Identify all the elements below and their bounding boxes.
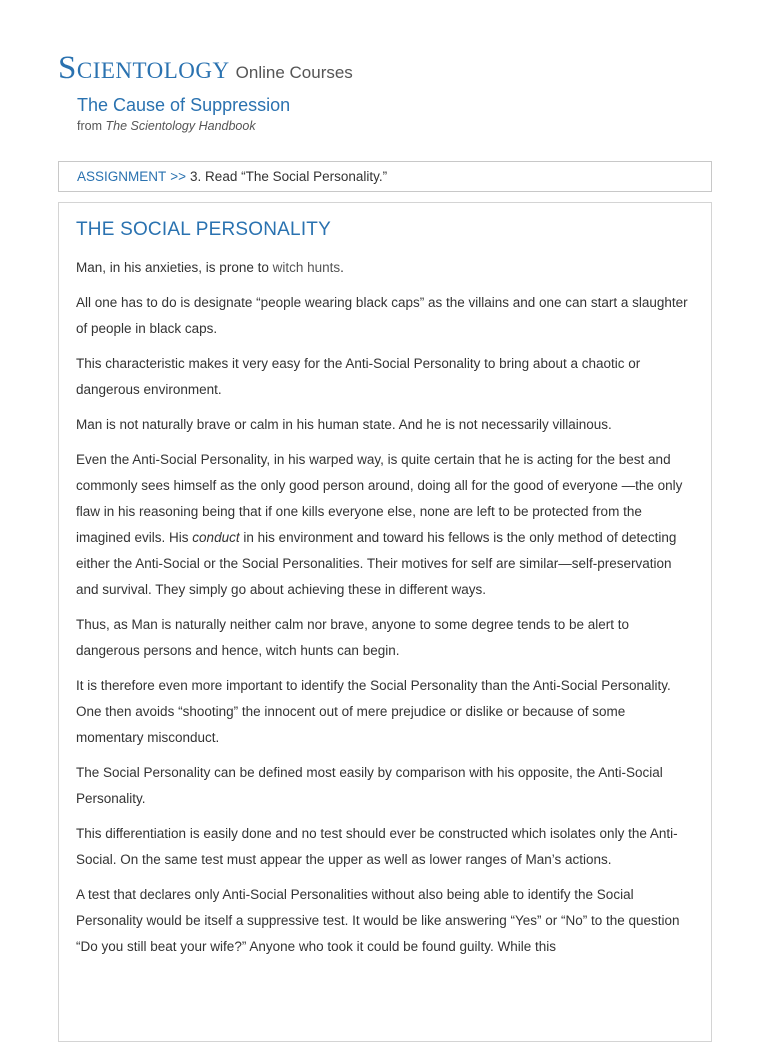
assignment-text: 3. Read “The Social Personality.”	[190, 169, 388, 184]
assignment-bar	[58, 161, 712, 192]
paragraph-5	[76, 447, 693, 603]
paragraph-1	[76, 255, 693, 281]
paragraph-6: Thus, as Man is naturally neither calm nor brave, anyone to some degree tends to be alert to dangerous persons and hence, witch hunts can begin.	[76, 617, 630, 658]
witch-hunts-link[interactable]: witch hunts	[272, 260, 341, 275]
source-prefix: from	[77, 119, 106, 133]
scientology-logo[interactable]	[58, 52, 353, 85]
course-source	[77, 119, 256, 133]
course-title: The Cause of Suppression	[77, 95, 291, 115]
paragraph-2: All one has to do is designate “people wearing black caps” as the villains and one can start a slaughter of people in black caps.	[76, 295, 688, 336]
source-book: The Scientology Handbook	[105, 119, 256, 133]
paragraph-3: This characteristic makes it very easy for the Anti-Social Personality to bring about a chaotic or dangerous environment.	[76, 356, 641, 397]
paragraph-5-rest: in his environment and toward his fellows is the only method of detecting either the Anti-Social or the Social Personalities. Their motives for self are similar—self-preservation and survival. They simply go about achieving these in different ways.	[76, 530, 677, 597]
paragraph-8: The Social Personality can be defined most easily by comparison with his opposite, the Anti-Social Personality.	[76, 765, 663, 806]
article-title: THE SOCIAL PERSONALITY	[76, 219, 331, 240]
assignment-arrows: >>	[170, 169, 187, 184]
paragraph-1-text: Man, in his anxieties, is prone to	[76, 260, 273, 275]
paragraph-9: This differentiation is easily done and no test should ever be constructed which isolates only the Anti-Social. On the same test must appear the upper as well as lower ranges of Man’s actions.	[76, 826, 678, 867]
logo-wordmark: Scientology	[58, 50, 230, 86]
paragraph-10: A test that declares only Anti-Social Personalities without also being able to identify the Social Personality would be itself a suppressive test. It would be like answering “Yes” or “No” to the question “Do you still beat your wife?” Anyone who took it could be found guilty. While this	[76, 887, 680, 954]
paragraph-5-text: Even the Anti-Social Personality, in his warped way, is quite certain that he is acting for the best and commonly sees himself as the only good person around, doing all for the good of everyone —the only flaw in his reasoning being that if one kills everyone else, none are left to be protected from the imagined evils. His	[76, 452, 683, 545]
assignment-label[interactable]: ASSIGNMENT	[77, 169, 167, 184]
paragraph-5-emphasis: conduct	[192, 530, 240, 545]
logo-subtitle: Online Courses	[235, 63, 353, 82]
paragraph-4: Man is not naturally brave or calm in his human state. And he is not necessarily villainous.	[76, 417, 612, 432]
paragraph-1-end: .	[340, 260, 344, 275]
paragraph-7: It is therefore even more important to identify the Social Personality than the Anti-Social Personality. One then avoids “shooting” the innocent out of mere prejudice or dislike or because of some momentary misconduct.	[76, 678, 671, 745]
article-content	[58, 202, 712, 1042]
site-header	[58, 52, 353, 85]
